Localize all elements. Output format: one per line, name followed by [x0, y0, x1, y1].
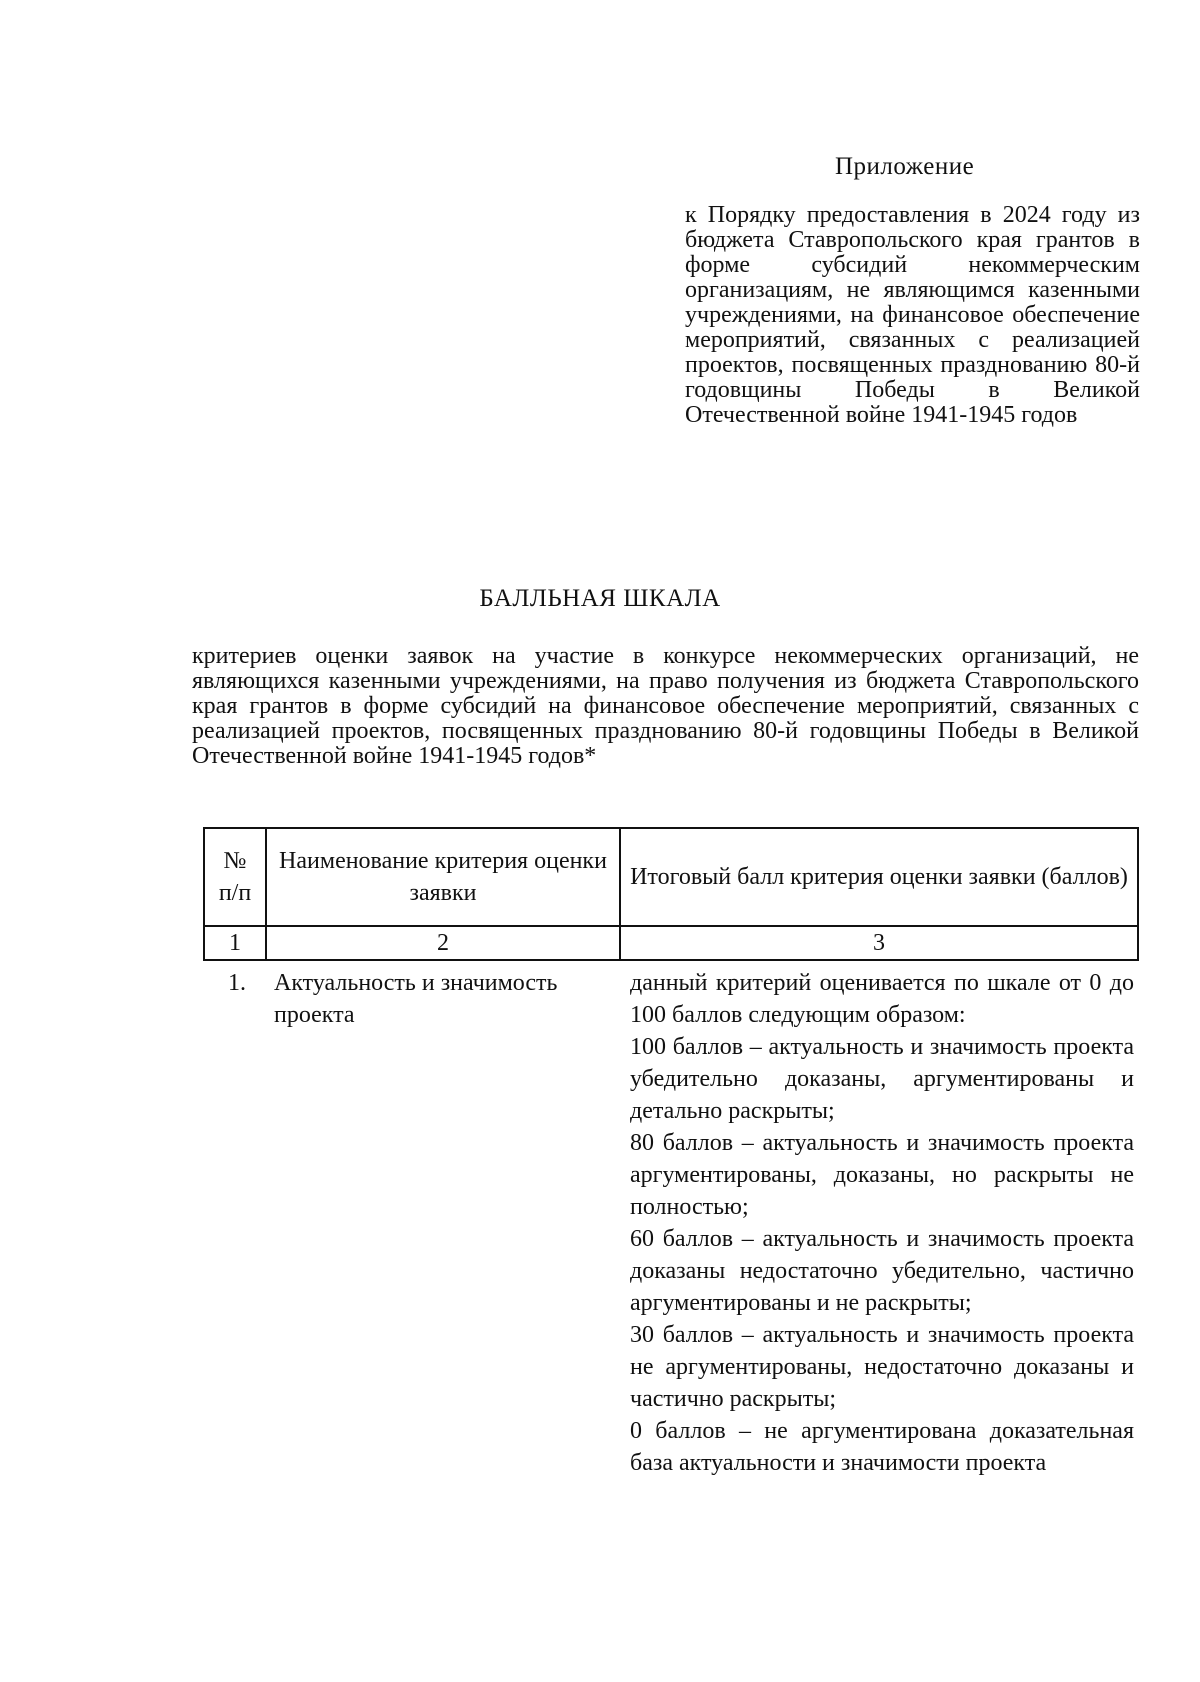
header-number: № п/п — [204, 828, 266, 926]
description-paragraph: 0 баллов – не аргументирована доказательная база актуальности и значимости проекта — [630, 1418, 1134, 1476]
description-paragraph: данный критерий оценивается по шкале от 0 до 100 баллов следующим образом: — [630, 970, 1134, 1028]
header-total-score: Итоговый балл критерия оценки заявки (баллов) — [620, 828, 1138, 926]
criterion-description — [620, 960, 1138, 1479]
description-paragraph: 100 баллов – актуальность и значимость проекта убедительно доказаны, аргументированы и детально раскрыты; — [630, 1034, 1134, 1124]
document-subtitle: критериев оценки заявок на участие в конкурсе некоммерческих организаций, не являющихся казенными учреждениями, на право получения из бюджета Ставропольского края грантов в форме субсидий на финансовое обеспечение мероприятий, связанных с реализацией проектов, посвященных празднованию 80-й годовщины Победы в Великой Отечественной войне 1941-1945 годов* — [192, 643, 1139, 769]
row-number: 1. — [228, 970, 246, 996]
document-heading: БАЛЛЬНАЯ ШКАЛА — [479, 585, 721, 612]
table-header-row — [204, 828, 1138, 926]
criteria-table — [203, 827, 1139, 1479]
column-number-row — [204, 926, 1138, 960]
table-row — [204, 960, 1138, 1479]
description-paragraph: 30 баллов – актуальность и значимость проекта не аргументированы, недостаточно доказаны и частично раскрыты; — [630, 1322, 1134, 1412]
description-paragraph: 60 баллов – актуальность и значимость проекта доказаны недостаточно убедительно, частично аргументированы и не раскрыты; — [630, 1226, 1134, 1316]
column-number: 2 — [266, 926, 620, 960]
criterion-name: Актуальность и значимость проекта — [274, 970, 558, 1028]
header-criterion-name: Наименование критерия оценки заявки — [266, 828, 620, 926]
column-number: 1 — [204, 926, 266, 960]
appendix-title: Приложение — [835, 153, 975, 180]
description-paragraph: 80 баллов – актуальность и значимость проекта аргументированы, доказаны, но раскрыты не полностью; — [630, 1130, 1134, 1220]
column-number: 3 — [620, 926, 1138, 960]
appendix-reference-text: к Порядку предоставления в 2024 году из бюджета Ставропольского края грантов в форме субсидий некоммерческим организациям, не являющимся казенными учреждениями, на финансовое обеспечение мероприятий, связанных с реализацией проектов, посвященных празднованию 80-й годовщины Победы в Великой Отечественной войне 1941-1945 годов — [685, 202, 1140, 428]
